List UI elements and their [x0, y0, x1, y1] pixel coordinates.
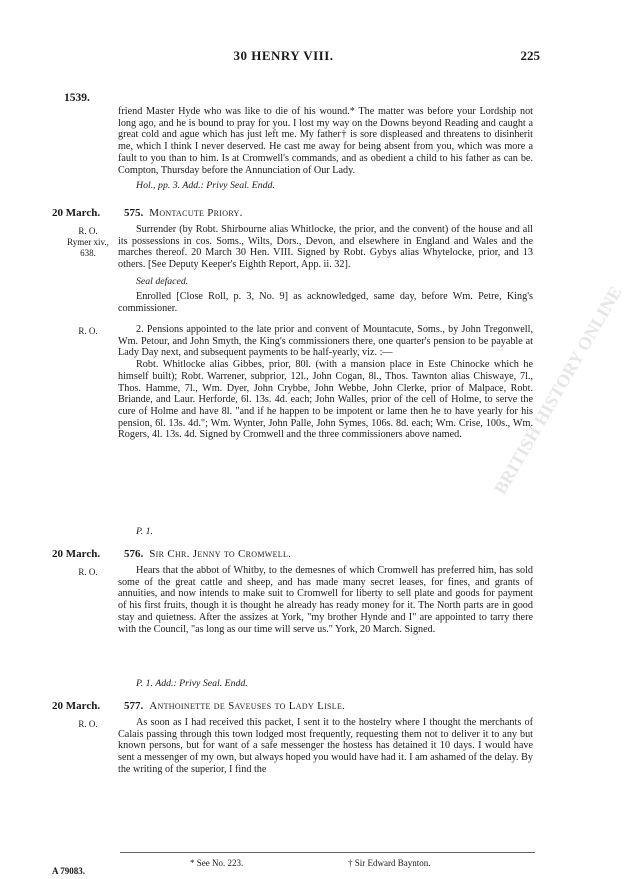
entry-575-note: P. 1.: [136, 526, 153, 537]
year-marker: 1539.: [64, 92, 90, 104]
continuation-text: [118, 106, 533, 176]
entry-577-title: Anthoinette de Saveuses to Lady Lisle.: [149, 700, 346, 712]
entry-575-number: 575.: [124, 207, 144, 219]
entry-575-para1: Surrender (by Robt. Shirbourne alias Whitlocke, the prior, and the convent) of the house and all its possessions in cos. Soms., Wilts, Dors., Devon, and elsewhere in England and Wales and the marches thereof. 20 March 30 Hen. VIII. Signed by Robt. Gybys alias Whytelocke, prior, and 13 others. [See Deputy Keeper's Eighth Report, App. ii. 32].: [118, 224, 533, 271]
entry-575-source: [60, 226, 116, 259]
entry-576-number: 576.: [124, 548, 144, 560]
entry-575-date: 20 March.: [52, 207, 101, 219]
entry-575-heading: [124, 207, 243, 219]
entry-576-source: R. O.: [78, 567, 98, 577]
running-header: [0, 48, 567, 68]
entry-576-title: Sir Chr. Jenny to Cromwell.: [149, 548, 292, 560]
entry-577-heading: [124, 700, 345, 712]
entry-576-note: P. 1. Add.: Privy Seal. Endd.: [136, 678, 248, 689]
entry-576-date: 20 March.: [52, 548, 101, 560]
footnote-1: * See No. 223.: [190, 858, 244, 868]
footnote-rule: [120, 852, 535, 853]
entry-575-para2: 2. Pensions appointed to the late prior and convent of Mountacute, Soms., by John Tregonwell, Wm. Petour, and John Smyth, the King's commissioners there, one quarter's pension to be payable at Lady Day next, and subsequent payments to be half-yearly, viz. :—: [118, 324, 533, 359]
entry-575-seal: Seal defaced.: [136, 276, 189, 287]
entry-577-date: 20 March.: [52, 700, 101, 712]
entry-575-source-line: R. O.: [78, 226, 98, 236]
page-number: 225: [520, 48, 540, 63]
entry-575-enrolled: Enrolled [Close Roll, p. 3, No. 9] as acknowledged, same day, before Wm. Petre, King's commissioner.: [118, 291, 533, 314]
watermark-text: BRITISH HISTORY ONLINE: [490, 282, 626, 498]
running-title: 30 HENRY VIII.: [233, 48, 334, 63]
continuation-note: Hol., pp. 3. Add.: Privy Seal. Endd.: [136, 180, 275, 191]
entry-577-para1: As soon as I had received this packet, I sent it to the hostelry where I thought the merchants of Calais passing through this town lodged most frequently, requesting them not to deliver it to any but known persons, but for want of a safe messenger the hostess has detained it 10 days. I would have sent a messenger of my own, but always hoped you would have had it. I am ashamed of the delay. By the writing of the superior, I find the: [118, 717, 533, 775]
entry-576-para1: Hears that the abbot of Whitby, to the demesnes of which Cromwell has preferred him, has sold some of the great cattle and sheep, and has made many secret leases, for fines, and grants of annuities, and now intends to make suit to Cromwell for liberty to sell plate and goods for payment of his first fruits, though it is thought he already has ready money for it. The North parts are in good stay and quietness. After the assizes at York, "my brother Hynde and I" are appointed to tarry there with the Council, "as long as our time will serve us." York, 20 March. Signed.: [118, 565, 533, 635]
continuation-paragraph: friend Master Hyde who was like to die of his wound.* The matter was before your Lordship not long ago, and he is bound to pray for you. I lost my way on the Downs beyond Reading and caught a great cold and ague which has just left me. My father† is sore displeased and threatens to disinherit me, which I think I never deserved. He cast me away for being absent from you, which was more a fault to you than to him. Is at Cromwell's commands, and as obedient a child to his father as can be. Compton, Thursday before the Annunciation of Our Lady.: [118, 106, 533, 176]
entry-575-para3: Robt. Whitlocke alias Gibbes, prior, 80l. (with a mansion place in Este Chinocke which he himself built); Robt. Warrener, subprior, 12l., John Cogan, 8l., Thos. Tawnton alias Chiswaye, 7l., Thos. Hamme, 7l., Wm. Dyer, John Crybbe, John Webbe, John Clerke, prior of Malpace, Robt. Briande, and Laur. Herforde, 6l. 13s. 4d. each; John Walles, prior of the cell of Holme, to serve the cure of Holme and have 8l. "and if he happen to be impotent or lame then he to have yearly for his pension, 6l. 13s. 4d."; Wm. Wynter, John Palle, John Symes, 106s. 8d. each; Wm. Crise, 100s., Wm. Rogers, 4l. 13s. 4d. Signed by Cromwell and the three commissioners above named.: [118, 359, 533, 441]
entry-575-enrolled-block: [118, 291, 533, 314]
entry-575-body: [118, 224, 533, 271]
entry-575-source2: R. O.: [78, 326, 98, 336]
entry-577-source: R. O.: [78, 719, 98, 729]
entry-576-body: [118, 565, 533, 635]
entry-575-pensions: [118, 324, 533, 441]
footnote-2: † Sir Edward Baynton.: [348, 858, 431, 868]
entry-577-body: [118, 717, 533, 776]
entry-575-source-line: Rymer xiv., 638.: [67, 237, 109, 258]
entry-576-heading: [124, 548, 291, 560]
signature-mark: A 79083.: [52, 866, 86, 876]
entry-575-title: Montacute Priory.: [149, 207, 243, 219]
entry-577-number: 577.: [124, 700, 144, 712]
